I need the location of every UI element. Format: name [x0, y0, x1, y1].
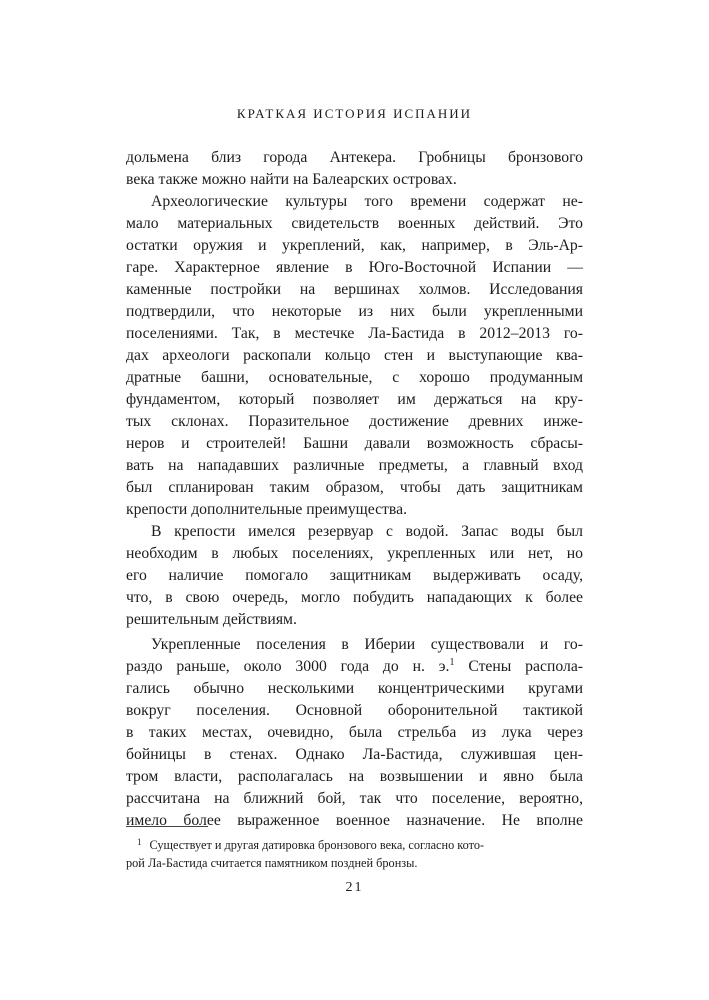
text-line: бойницы в стенах. Однако Ла-Бастида, служившая цен- — [126, 746, 583, 763]
text-line: необходим в любых поселениях, укрепленных или нет, но — [126, 545, 583, 562]
text-line: гаре. Характерное явление в Юго-Восточной Испании — — [126, 259, 583, 276]
text-line: его наличие помогало защитникам выдерживать осаду, — [126, 567, 583, 584]
footnote-divider — [126, 826, 208, 827]
text-line: Археологические культуры того времени содержат не- — [151, 193, 583, 210]
text-line: рассчитана на ближний бой, так что поселение, вероятно, — [126, 790, 583, 807]
text-line: вать на нападавших различные предметы, а главный вход — [126, 457, 583, 474]
text-line: вокруг поселения. Основной оборонительной тактикой — [126, 702, 583, 719]
text-segment: Стены распола- — [468, 658, 584, 675]
text-line: был спланирован таким образом, чтобы дать защитникам — [126, 479, 583, 496]
text-line: подтвердили, что некоторые из них были укрепленными — [126, 303, 583, 320]
text-line: дах археологи раскопали кольцо стен и выступающие ква- — [126, 347, 583, 364]
text-line: крепости дополнительные преимущества. — [126, 501, 407, 518]
page-number: 21 — [345, 880, 364, 895]
text-line: тром власти, располагалась на возвышении и явно была — [126, 768, 583, 785]
text-line: что, в свою очередь, могло побудить нападающих к более — [126, 589, 583, 606]
running-header: КРАТКАЯ ИСТОРИЯ ИСПАНИИ — [236, 106, 473, 121]
footnote-ref[interactable]: 1 — [449, 657, 455, 668]
text-line: Укрепленные поселения в Иберии существовали и го- — [151, 636, 583, 653]
text-line: гались обычно несколькими концентрическими кругами — [126, 680, 583, 697]
footnote-line — [137, 836, 583, 854]
footnote-mark: 1 — [137, 837, 142, 847]
text-line: В крепости имелся резервуар с водой. Запас воды был — [151, 523, 583, 540]
footnote-text: Существует и другая датировка бронзового века, согласно кото- — [149, 838, 485, 852]
text-line: фундаментом, который позволяет им держаться на кру- — [126, 391, 583, 408]
text-line: тых склонах. Поразительное достижение древних инже- — [126, 413, 583, 430]
text-line: каменные постройки на вершинах холмов. Исследования — [126, 281, 583, 298]
text-line: имело более выраженное военное назначение. Не вполне — [126, 812, 583, 829]
text-line: мало материальных свидетельств военных действий. Это — [126, 215, 583, 232]
text-line: поселениями. Так, в местечке Ла-Бастида в 2012–2013 го- — [126, 325, 583, 342]
footnote-line: рой Ла-Бастида считается памятником поздней бронзы. — [126, 856, 418, 870]
text-line: дольмена близ города Антекера. Гробницы бронзового — [126, 149, 583, 166]
text-line: неров и строителей! Башни давали возможность сбрасы- — [126, 435, 583, 452]
text-line: решительным действиям. — [126, 611, 297, 628]
text-line: остатки оружия и укреплений, как, например, в Эль-Ар- — [126, 237, 583, 254]
text-line: дратные башни, основательные, с хорошо продуманным — [126, 369, 583, 386]
text-line: в таких местах, очевидно, была стрельба из лука через — [126, 724, 583, 741]
text-line-with-footnote-ref — [126, 656, 583, 678]
text-line: века также можно найти на Балеарских островах. — [126, 171, 457, 188]
text-segment: раздо раньше, около 3000 года до н. э. — [126, 658, 450, 675]
